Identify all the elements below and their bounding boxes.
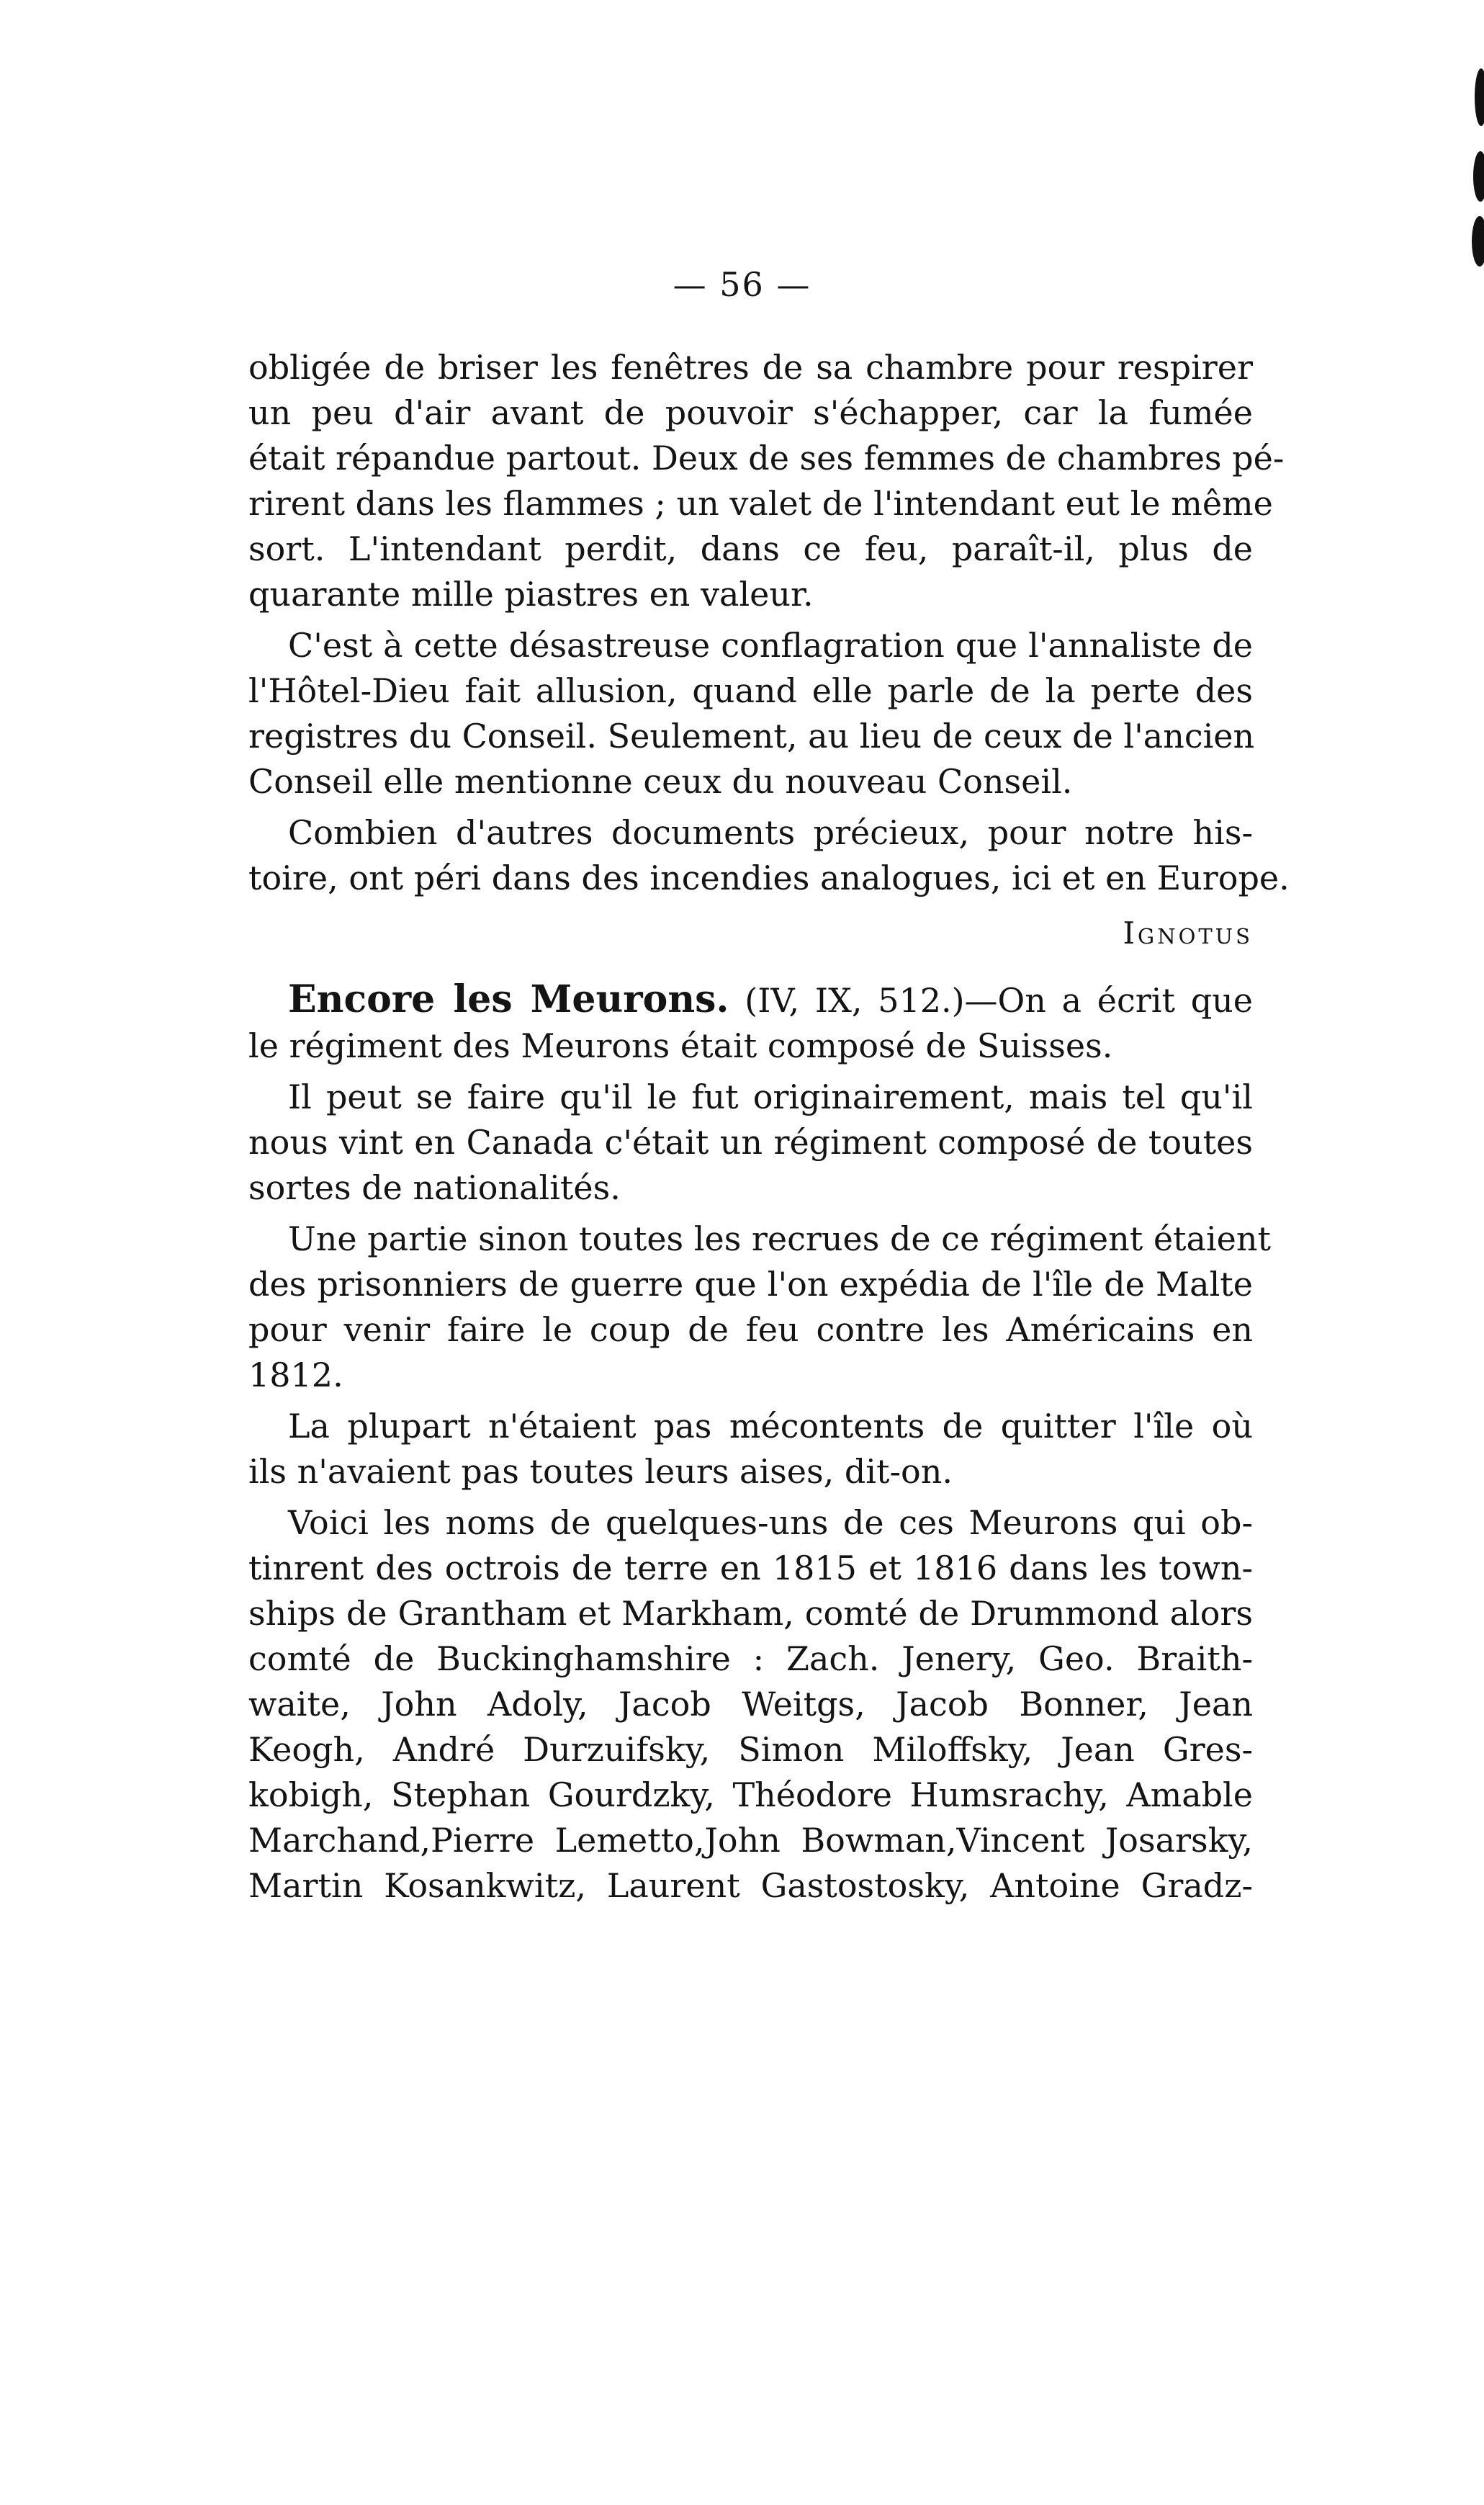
section-reference: (IV, IX, 512.)—On a écrit que bbox=[745, 981, 1253, 1020]
text-line: ships de Grantham et Markham, comté de Drummond alors bbox=[248, 1594, 1253, 1633]
text-line: ils n'avaient pas toutes leurs aises, dit-on. bbox=[248, 1452, 953, 1491]
text-line: Combien d'autres documents précieux, pour notre his- bbox=[288, 813, 1253, 852]
text-line: toire, ont péri dans des incendies analogues, ici et en Europe. bbox=[248, 859, 1290, 897]
text-line: pour venir faire le coup de feu contre les Américains en bbox=[248, 1310, 1253, 1349]
text-line: obligée de briser les fenêtres de sa chambre pour respirer bbox=[248, 348, 1253, 387]
text-line: quarante mille piastres en valeur. bbox=[248, 575, 814, 614]
text-line: 1812. bbox=[248, 1355, 343, 1394]
text-line: tinrent des octrois de terre en 1815 et 1816 dans les town- bbox=[248, 1549, 1253, 1587]
text-line: Martin Kosankwitz, Laurent Gastostosky, Antoine Gradz- bbox=[248, 1866, 1253, 1905]
text-line: Keogh, André Durzuifsky, Simon Miloffsky, Jean Gres- bbox=[248, 1730, 1253, 1769]
section-heading: Encore les Meurons. bbox=[288, 977, 729, 1021]
text-line: Il peut se faire qu'il le fut originairement, mais tel qu'il bbox=[288, 1077, 1253, 1116]
text-line: Marchand,Pierre Lemetto,John Bowman,Vincent Josarsky, bbox=[248, 1821, 1253, 1860]
text-line: sortes de nationalités. bbox=[248, 1168, 621, 1207]
text-line: C'est à cette désastreuse conflagration que l'annaliste de bbox=[288, 626, 1253, 665]
text-line: sort. L'intendant perdit, dans ce feu, paraît-il, plus de bbox=[248, 529, 1253, 568]
text-line: Voici les noms de quelques-uns de ces Meurons qui ob- bbox=[288, 1503, 1253, 1542]
text-line: l'Hôtel-Dieu fait allusion, quand elle parle de la perte des bbox=[248, 671, 1253, 710]
text-line: registres du Conseil. Seulement, au lieu de ceux de l'ancien bbox=[248, 717, 1255, 756]
scan-artifact bbox=[1473, 151, 1484, 202]
text-line: nous vint en Canada c'était un régiment composé de toutes bbox=[248, 1123, 1253, 1162]
text-line: La plupart n'étaient pas mécontents de quitter l'île où bbox=[288, 1407, 1253, 1446]
text-line: Une partie sinon toutes les recrues de ce régiment étaient bbox=[288, 1219, 1271, 1258]
scan-artifact bbox=[1475, 68, 1484, 126]
text-line: waite, John Adoly, Jacob Weitgs, Jacob Bonner, Jean bbox=[248, 1685, 1253, 1724]
text-line: kobigh, Stephan Gourdzky, Théodore Humsrachy, Amable bbox=[248, 1775, 1253, 1814]
text-line: était répandue partout. Deux de ses femmes de chambres pé- bbox=[248, 439, 1285, 478]
section-heading-line bbox=[248, 977, 1253, 1021]
author-signature: Ignotus bbox=[1123, 915, 1253, 951]
scan-artifact bbox=[1472, 216, 1484, 266]
text-line: un peu d'air avant de pouvoir s'échapper, car la fumée bbox=[248, 393, 1253, 432]
text-line: des prisonniers de guerre que l'on expédia de l'île de Malte bbox=[248, 1265, 1253, 1304]
text-line: Conseil elle mentionne ceux du nouveau Conseil. bbox=[248, 762, 1073, 801]
page-number: — 56 — bbox=[673, 265, 811, 304]
text-line: rirent dans les flammes ; un valet de l'intendant eut le même bbox=[248, 484, 1273, 523]
text-line: le régiment des Meurons était composé de Suisses. bbox=[248, 1026, 1113, 1065]
text-line: comté de Buckinghamshire : Zach. Jenery, Geo. Braith- bbox=[248, 1639, 1253, 1678]
